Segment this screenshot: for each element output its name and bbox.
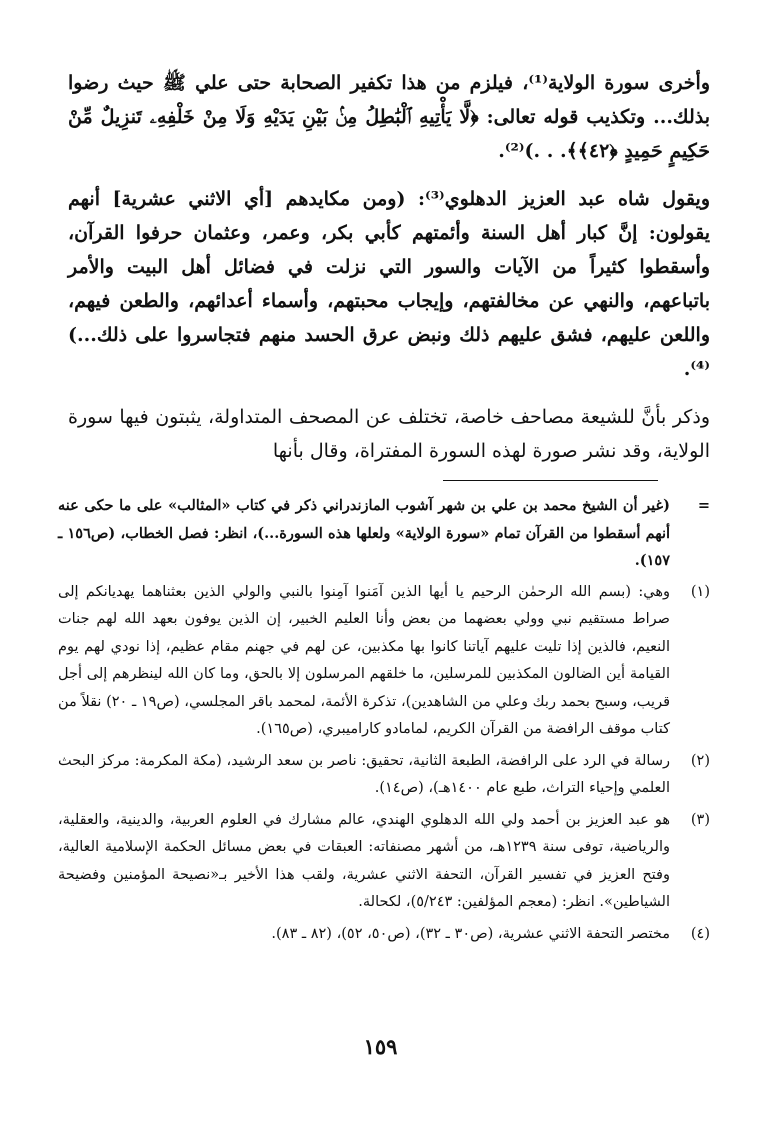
footnote-text: مختصر التحفة الاثني عشرية، (ص٣٠ ـ ٣٢)، (ص٥٠، ٥٢)، (٨٢ ـ ٨٣). <box>271 925 670 942</box>
footnote-text: وهي: (بسم الله الرحمٰن الرحيم يا أيها الذين آمَنوا آمِنوا بالنبي والولي الذين بعثناهما يهديانكم إلى صراط مستقيم نبي وولي بعضهما من بعض وأنا العليم الخبير، إن الذين يوفون بعهد الله لهم جنات النعيم، فالذين إذا تليت عليهم آياتنا كانوا بها مكذبين، عن لهم في جهنم مقام عظيم، إذا نودي لهم يوم القيامة أين الضالون المكذبين للمرسلين، ما خلقهم المرسلون إلا بالحق، وما كان الله لينظرهم إلى أجل قريب، وسبح بحمد ربك وعلي من الشاهدين)، تذكرة الأئمة، لمحمد باقر المجلسي، (ص١٩ ـ ٢٠) نقلاً من كتاب موقف الرافضة من القرآن الكريم، لمامادو كاراميبري، (ص١٦٥). <box>58 583 671 737</box>
footnote-number: (٢) <box>690 752 710 769</box>
footnote-1 <box>58 579 710 744</box>
footnote-continuation <box>58 492 710 575</box>
footnote-number: (٤) <box>690 925 710 942</box>
footnote-2 <box>58 748 710 803</box>
footnote-text: (غير أن الشيخ محمد بن علي بن شهر آشوب المازندراني ذكر في كتاب «المثالب» على ما حكى عنه أنهم أسقطوا من القرآن تمام «سورة الولاية» ولعلها هذه السورة...)، انظر: فصل الخطاب، (ص١٥٦ ـ ١٥٧). <box>58 497 671 569</box>
page-number: ١٥٩ <box>363 1034 398 1059</box>
paragraph-2: ويقول شاه عبد العزيز الدهلوي⁽³⁾: (ومن مكايدهم [أي الاثني عشرية] أنهم يقولون: إنَّ كبار أهل السنة وأئمتهم كأبي بكر، وعمر، وعثمان حرفوا القرآن، وأسقطوا كثيراً من الآيات والسور التي نزلت في فضائل أهل البيت والأمر باتباعهم، والنهي عن مخالفتهم، وإيجاب محبتهم، وأسماء أعدائهم، والطعن فيهم، واللعن عليهم، فشق عليهم ذلك ونبض عرق الحسد منهم فتجاسروا على ذلك...)⁽⁴⁾. <box>68 188 710 380</box>
main-text <box>68 66 710 468</box>
footnote-number: = <box>697 497 710 514</box>
footnote-3 <box>58 807 710 917</box>
paragraph-3: وذكر بأنَّ للشيعة مصاحف خاصة، تختلف عن المصحف المتداولة، يثبتون فيها سورة الولاية، وقد نشر صورة لهذه السورة المفتراة، وقال بأنها <box>68 406 710 462</box>
footnote-text: رسالة في الرد على الرافضة، الطبعة الثانية، تحقيق: ناصر بن سعد الرشيد، (مكة المكرمة: مركز البحث العلمي وإحياء التراث، طبع عام ١٤٠٠هـ)، (ص١٤). <box>58 752 670 796</box>
paragraph-1: وأخرى سورة الولاية⁽¹⁾، فيلزم من هذا تكفير الصحابة حتى علي ﷺ حيث رضوا بذلك... وتكذيب قوله تعالى: ﴿لَّا يَأْتِيهِ ٱلْبَٰطِلُ مِنۢ بَيْنِ يَدَيْهِ وَلَا مِنْ خَلْفِهِۦ تَنزِيلٌ مِّنْ حَكِيمٍ حَمِيدٍ ﴿٤٢﴾﴾. . .)⁽²⁾. <box>68 72 710 162</box>
footnotes <box>58 492 710 952</box>
footnote-divider <box>443 480 658 481</box>
footnote-number: (١) <box>690 583 710 600</box>
footnote-4 <box>58 921 710 949</box>
footnote-text: هو عبد العزيز بن أحمد ولي الله الدهلوي الهندي، عالم مشارك في العلوم العربية، والدينية، والعقلية، والرياضية، توفى سنة ١٢٣٩هـ، من أشهر مصنفاته: العبقات في بعض مسائل الحكمة الإسلامية العالية، وفتح العزيز في تفسير القرآن، التحفة الاثني عشرية، ولقب هذا الأخير بـ«نصيحة المؤمنين وفضيحة الشياطين». انظر: (معجم المؤلفين: ٥/٢٤٣)، لكحالة. <box>58 811 670 910</box>
footnote-number: (٣) <box>690 811 710 828</box>
